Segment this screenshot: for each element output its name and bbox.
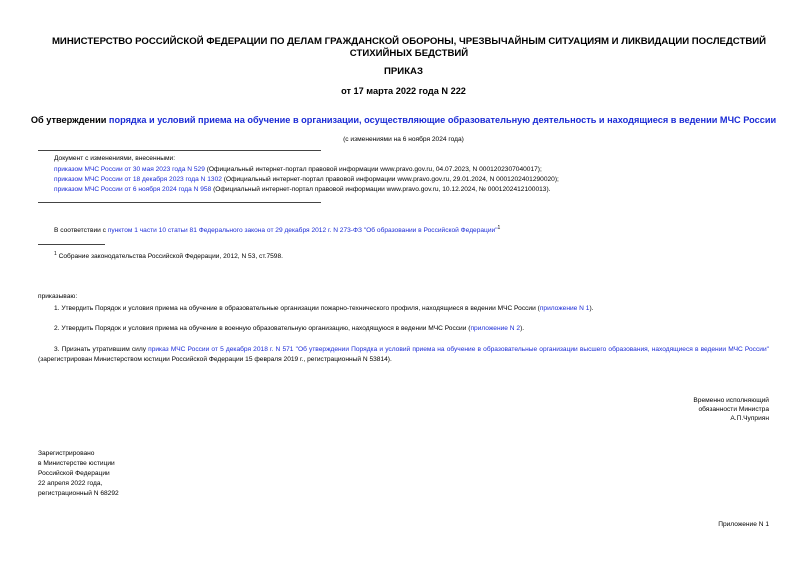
order-item-3: 3. Признать утратившим силу приказ МЧС России от 5 декабря 2018 г. N 571 "Об утверждении Порядка и условий приема на обучение в образовательные организации высшего образования, находящиеся в ведении МЧС России" (зарегистрирован Министерством юстиции Российской Федерации 15 февраля 2019 г., регистрационный N 53814). — [38, 346, 769, 363]
document-title — [0, 115, 807, 125]
title-prefix: Об утверждении — [30, 115, 109, 125]
basis-paragraph: В соответствии с пунктом 1 части 10 статьи 81 Федерального закона от 29 декабря 2012 г. N 273-ФЗ "Об образовании в Российской Федерации"$^1$ — [54, 225, 501, 235]
ministry-name: МИНИСТЕРСТВО РОССИЙСКОЙ ФЕДЕРАЦИИ ПО ДЕЛАМ ГРАЖДАНСКОЙ ОБОРОНЫ, ЧРЕЗВЫЧАЙНЫМ СИТУАЦИЯМ И ЛИКВИДАЦИИ ПОСЛЕДСТВИЙ СТИХИЙНЫХ БЕДСТВИЙ — [51, 36, 767, 59]
order-date-number: от 17 марта 2022 года N 222 — [341, 86, 466, 96]
amendment-item: приказом МЧС России от 6 ноября 2024 года N 958 (Официальный интернет-портал правовой информации www.pravo.gov.ru, 10.12.2024, № 0001202412100013). — [54, 186, 551, 193]
order-item-2: 2. Утвердить Порядок и условия приема на обучение в военную образовательную организацию, находящуюся в ведении МЧС России (приложение N 2). — [54, 325, 525, 332]
title-link[interactable]: порядка и условий приема на обучение в организации, осуществляющие образовательную деятельность и находящиеся в ведении МЧС России — [108, 115, 777, 125]
amendment-item: приказом МЧС России от 30 мая 2023 года N 529 (Официальный интернет-портал правовой информации www.pravo.gov.ru, 04.07.2023, N 0001202307040017); — [54, 166, 542, 173]
repealed-order-link[interactable]: приказ МЧС России от 5 декабря 2018 г. N 571 "Об утверждении Порядка и условий приема на обучение в образовательные организации высшего образования, находящиеся в ведении МЧС России" — [148, 346, 769, 353]
order-type: ПРИКАЗ — [384, 66, 423, 77]
footnote-ref: 1 — [497, 225, 501, 231]
footnote: $^1$ Собрание законодательства Российской Федерации, 2012, N 53, ст.7598. — [54, 251, 283, 261]
divider-bottom — [38, 202, 321, 203]
appendix-1-link[interactable]: приложение N 1 — [539, 305, 590, 312]
amendment-item: приказом МЧС России от 18 декабря 2023 года N 1302 (Официальный интернет-портал правовой информации www.pravo.gov.ru, 29.01.2024, N 0001202401290020); — [54, 176, 559, 183]
changes-note: (с изменениями на 6 ноября 2024 года) — [343, 136, 464, 143]
law-link[interactable]: пунктом 1 части 10 статьи 81 Федерального закона от 29 декабря 2012 г. N 273-ФЗ "Об образовании в Российской Федерации" — [107, 227, 498, 235]
amendments-heading: Документ с изменениями, внесенными: — [54, 155, 176, 162]
appendix-label: Приложение N 1 — [718, 521, 769, 528]
order-word: приказываю: — [38, 293, 78, 300]
divider-top — [38, 150, 321, 151]
amendment-link[interactable]: приказом МЧС России от 18 декабря 2023 года N 1302 — [54, 176, 222, 183]
registration-block: Зарегистрировано в Министерстве юстиции Российской Федерации 22 апреля 2022 года, регистрационный N 68292 — [38, 450, 119, 497]
amendment-link[interactable]: приказом МЧС России от 30 мая 2023 года N 529 — [54, 166, 205, 173]
order-item-1: 1. Утвердить Порядок и условия приема на обучение в образовательные организации пожарно-технического профиля, находящиеся в ведении МЧС России (приложение N 1). — [54, 305, 594, 312]
signature-block: Временно исполняющий обязанности Министра А.П.Чуприян — [693, 397, 769, 422]
appendix-2-link[interactable]: приложение N 2 — [470, 325, 521, 332]
amendment-link[interactable]: приказом МЧС России от 6 ноября 2024 года N 958 — [54, 186, 212, 193]
footnote-mark: 1 — [54, 251, 57, 257]
footnote-divider — [38, 244, 105, 245]
